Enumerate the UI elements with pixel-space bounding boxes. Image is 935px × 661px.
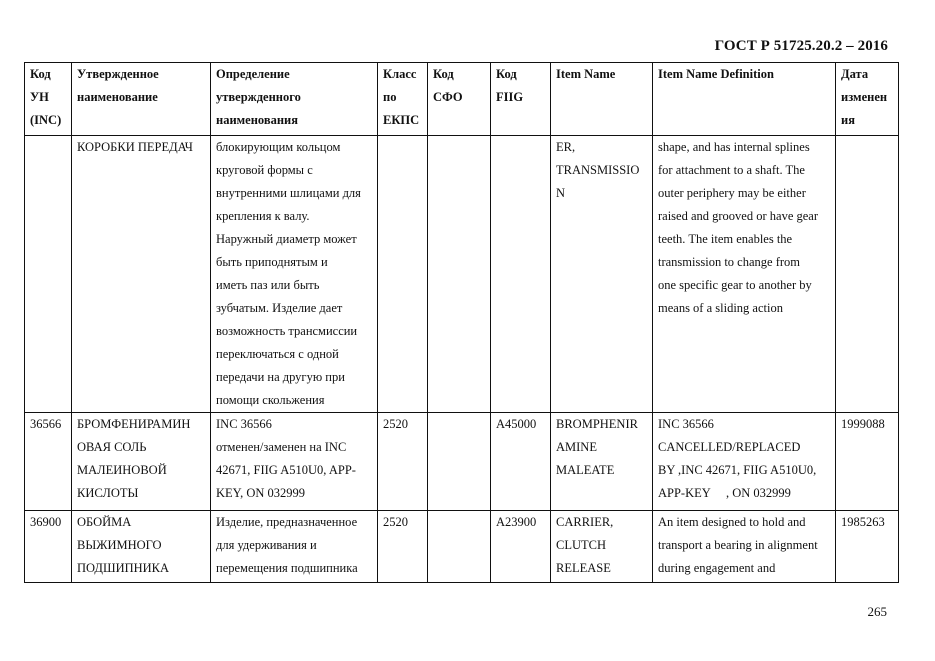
cell-sfo-code (428, 413, 491, 511)
cell-approved-name: КОРОБКИ ПЕРЕДАЧ (72, 136, 211, 413)
table-row (25, 413, 899, 511)
cell-change-date (836, 136, 899, 413)
header-approved-name: Утвержденное наименование (72, 63, 211, 136)
header-item-name: Item Name (551, 63, 653, 136)
page-number: 265 (867, 604, 887, 619)
cell-sfo-code (428, 511, 491, 583)
cell-change-date: 1985263 (836, 511, 899, 583)
cell-item-name-definition: shape, and has internal splines for attachment to a shaft. The outer periphery may be either raised and grooved or have gear teeth. The item enables the transmission to change from one specific gear to another by means of a sliding action (653, 136, 836, 413)
header-name-definition: Определение утвержденного наименования (211, 63, 378, 136)
header-change-date: Дата изменен ия (836, 63, 899, 136)
cell-approved-name: БРОМФЕНИРАМИН ОВАЯ СОЛЬ МАЛЕИНОВОЙ КИСЛОТЫ (72, 413, 211, 511)
cell-fiig-code (491, 136, 551, 413)
cell-item-name-definition: An item designed to hold and transport a bearing in alignment during engagement and (653, 511, 836, 583)
cell-name-definition: блокирующим кольцом круговой формы с внутренними шлицами для крепления к валу. Наружный диаметр может быть приподнятым и иметь паз или быть зубчатым. Изделие дает возможность трансмиссии переключаться с одной передачи на другую при помощи скольжения (211, 136, 378, 413)
header-fiig-code: Код FIIG (491, 63, 551, 136)
cell-inc-code: 36566 (25, 413, 72, 511)
cell-ekps-class: 2520 (378, 511, 428, 583)
cell-ekps-class: 2520 (378, 413, 428, 511)
cell-sfo-code (428, 136, 491, 413)
cell-item-name: CARRIER, CLUTCH RELEASE (551, 511, 653, 583)
cell-name-definition: INC 36566 отменен/заменен на INC 42671, FIIG A510U0, APP- KEY, ON 032999 (211, 413, 378, 511)
table-header-row (25, 63, 899, 136)
header-sfo-code: Код СФО (428, 63, 491, 136)
header-inc-code: Код УН (INC) (25, 63, 72, 136)
table-row (25, 511, 899, 583)
header-item-name-definition: Item Name Definition (653, 63, 836, 136)
cell-ekps-class (378, 136, 428, 413)
cell-change-date: 1999088 (836, 413, 899, 511)
cell-inc-code (25, 136, 72, 413)
document-id: ГОСТ Р 51725.20.2 – 2016 (714, 38, 888, 54)
cell-approved-name: ОБОЙМА ВЫЖИМНОГО ПОДШИПНИКА (72, 511, 211, 583)
cell-fiig-code: A23900 (491, 511, 551, 583)
table-row (25, 136, 899, 413)
cell-item-name: ER, TRANSMISSIO N (551, 136, 653, 413)
header-ekps-class: Класс по ЕКПС (378, 63, 428, 136)
cell-item-name-definition: INC 36566 CANCELLED/REPLACED BY ,INC 42671, FIIG A510U0, APP-KEY , ON 032999 (653, 413, 836, 511)
cell-item-name: BROMPHENIR AMINE MALEATE (551, 413, 653, 511)
cell-fiig-code: A45000 (491, 413, 551, 511)
cell-inc-code: 36900 (25, 511, 72, 583)
cell-name-definition: Изделие, предназначенное для удерживания и перемещения подшипника (211, 511, 378, 583)
registry-table (24, 62, 899, 583)
